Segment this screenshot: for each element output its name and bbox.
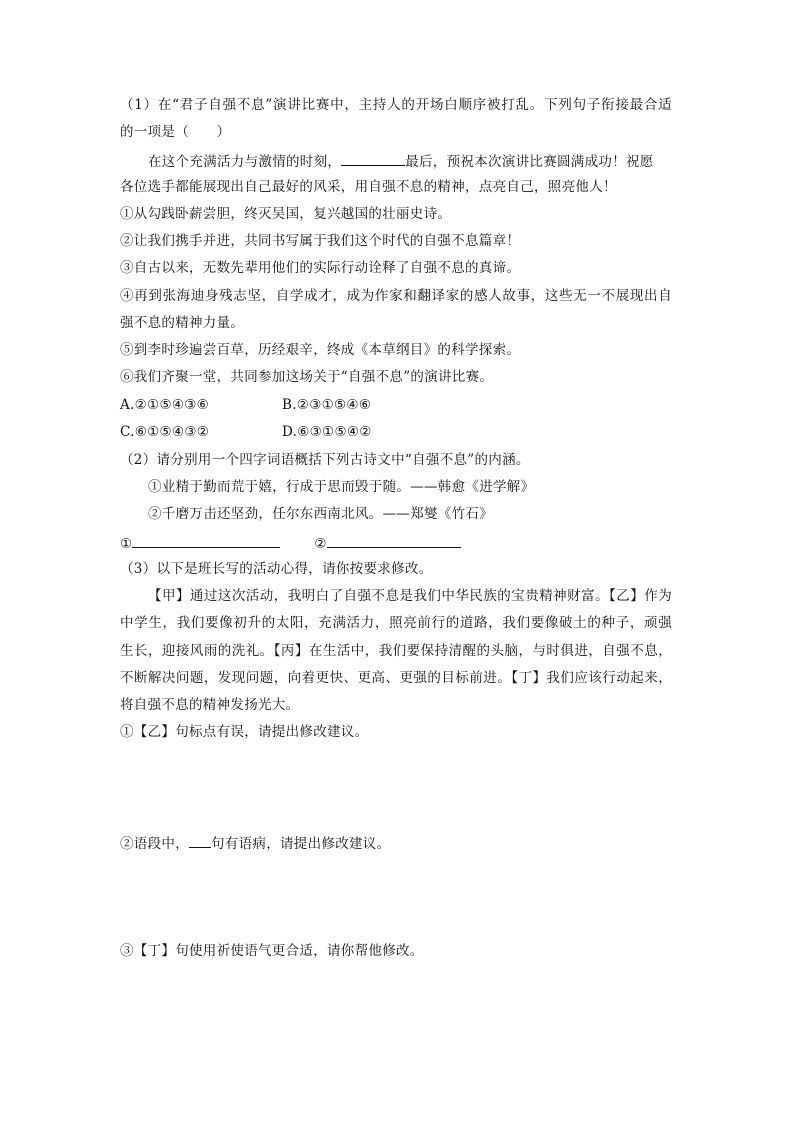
q1-passage-blank[interactable] [341, 151, 405, 166]
q1-sentence-6: ⑥我们齐聚一堂，共同参加这场关于“自强不息”的演讲比赛。 [120, 369, 494, 385]
q2-blank-2[interactable] [327, 533, 461, 548]
q1-option-c[interactable]: C.⑥①⑤④③② [120, 424, 210, 440]
q1-stem-line2: 的一项是（ ） [120, 124, 231, 140]
q1-sentence-2: ②让我们携手并进，共同书写属于我们这个时代的自强不息篇章！ [120, 233, 521, 249]
q1-option-d[interactable]: D.⑥③①⑤④② [282, 424, 372, 440]
q3-sub-2-part2: 句有语病，请提出修改建议。 [211, 836, 391, 852]
q3-sub-3: ③【丁】句使用祈使语气更合适，请你帮他修改。 [120, 943, 424, 959]
q1-passage-part2: 最后，预祝本次演讲比赛圆满成功！祝愿 [405, 154, 654, 170]
q3-paragraph-line3: 生长，迎接风雨的洗礼。【丙】在生活中，我们要保持清醒的头脑，与时俱进，自强不息， [120, 643, 672, 659]
q1-option-a[interactable]: A.②①⑤④③⑥ [120, 397, 210, 413]
q1-sentence-1: ①从勾践卧薪尝胆，终灭吴国，复兴越国的壮丽史诗。 [120, 206, 452, 222]
q2-answer-row [120, 533, 461, 553]
q3-sub-1: ①【乙】句标点有误，请提出修改建议。 [120, 724, 369, 740]
q1-passage-part1: 在这个充满活力与激情的时刻， [148, 154, 342, 170]
q1-sentence-3: ③自古以来，无数先辈用他们的实际行动诠释了自强不息的真谛。 [120, 260, 521, 276]
q3-paragraph-line2: 中学生，我们要像初升的太阳，充满活力，照亮前行的道路，我们要像破土的种子，顽强 [120, 615, 672, 631]
q2-poem-1: ①业精于勤而荒于嬉，行成于思而毁于随。——韩愈《进学解》 [148, 479, 535, 495]
q1-option-b[interactable]: B.②③①⑤④⑥ [282, 397, 372, 413]
q2-stem: （2）请分别用一个四字词语概括下列古诗文中“自强不息”的内涵。 [120, 452, 530, 468]
q3-sub-2-blank[interactable] [189, 833, 211, 848]
q1-passage-line2: 各位选手都能展现出自己最好的风采，用自强不息的精神，点亮自己，照亮他人！ [120, 179, 617, 195]
q2-poem-2: ②千磨万击还坚劲，任尔东西南北风。——郑燮《竹石》 [148, 506, 493, 522]
q1-sentence-4-line2: 强不息的精神力量。 [120, 315, 245, 331]
q1-passage-line1 [148, 151, 654, 171]
q2-blank-1[interactable] [132, 533, 280, 548]
q3-paragraph-line1: 【甲】通过这次活动，我明白了自强不息是我们中华民族的宝贵精神财富。【乙】作为 [148, 588, 672, 604]
q3-paragraph-line5: 将自强不息的精神发扬光大。 [120, 697, 300, 713]
q1-stem-line1: （1）在“君子自强不息”演讲比赛中，主持人的开场白顺序被打乱。下列句子衔接最合适 [120, 97, 672, 113]
q3-sub-1-answer-area[interactable] [120, 721, 680, 821]
q3-sub-2-part1: ②语段中， [120, 836, 189, 852]
q1-sentence-5: ⑤到李时珍遍尝百草，历经艰辛，终成《本草纲目》的科学探索。 [120, 342, 521, 358]
q3-paragraph-line4: 不断解决问题，发现问题，向着更快、更高、更强的目标前进。【丁】我们应该行动起来， [120, 670, 672, 686]
q3-stem: （3）以下是班长写的活动心得，请你按要求修改。 [120, 561, 433, 577]
q3-sub-2 [120, 833, 390, 853]
q2-blank-2-label: ② [314, 536, 327, 552]
q2-blank-1-label: ① [120, 536, 133, 552]
q1-sentence-4-line1: ④再到张海迪身残志坚，自学成才，成为作家和翻译家的感人故事，这些无一不展现出自 [120, 288, 672, 304]
